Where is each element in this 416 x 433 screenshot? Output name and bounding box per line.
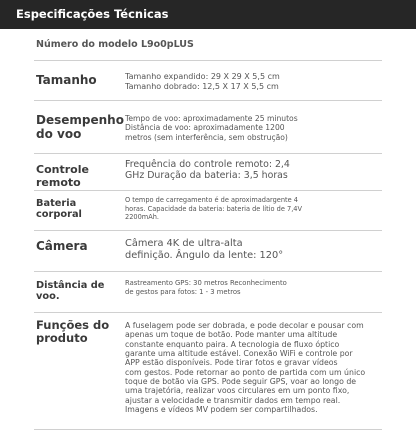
spec-label: Tamanho <box>36 73 97 87</box>
spec-value: Tamanho expandido: 29 X 29 X 5,5 cm Tamanho dobrado: 12,5 X 17 X 5,5 cm <box>125 72 280 91</box>
spec-value: Frequência do controle remoto: 2,4 GHz Duração da bateria: 3,5 horas <box>125 159 290 182</box>
spec-label: Distância de voo. <box>36 280 105 303</box>
spec-value: Tempo de voo: aproximadamente 25 minutos Distância de voo: aproximadamente 1200 metros (sem interferência, sem obstrução) <box>125 114 298 142</box>
section-header <box>0 0 416 29</box>
spec-sheet <box>0 29 416 433</box>
spec-row-battery <box>34 190 382 230</box>
spec-label: Controle remoto <box>36 163 89 189</box>
spec-row-flight-performance <box>34 100 382 153</box>
model-number: Número do modelo L9o0pLUS <box>36 39 194 50</box>
spec-label: Câmera <box>36 239 88 253</box>
spec-value: Câmera 4K de ultra-alta definição. Ângulo da lente: 120° <box>125 238 284 262</box>
spec-row-product-functions <box>34 312 382 426</box>
spec-label: Funções do produto <box>36 318 110 346</box>
spec-row-camera <box>34 230 382 271</box>
spec-row-remote-control <box>34 153 382 190</box>
spec-row-size <box>34 60 382 100</box>
spec-value: O tempo de carregamento é de aproximadargente 4 horas. Capacidade da bateria: bateria de lítio de 7,4V 2200mAh. <box>125 196 303 222</box>
spec-label: Bateria corporal <box>36 198 82 221</box>
spec-value: Rastreamento GPS: 30 metros Reconhecimento de gestos para fotos: 1 - 3 metros <box>125 279 287 296</box>
spec-label: Desempenho do voo <box>36 113 124 141</box>
spec-value: A fuselagem pode ser dobrada, e pode decolar e pousar com apenas um toque de botão. Pode manter uma altitude constante enquanto paira. A tecnologia de fluxo óptico garante uma altitude estável. Conexão WiFi e controle por APP estão disponíveis. Pode tirar fotos e gravar vídeos com gestos. Pode retornar ao ponto de partida com um único toque de botão via GPS. Pode seguir GPS, voar ao longo de uma trajetória, realizar voos circulares em um ponto fixo, ajustar a velocidade e transmitir dados em tempo real. Imagens e vídeos MV podem ser compartilhados. <box>125 321 366 415</box>
bottom-divider <box>34 429 382 430</box>
spec-row-flight-distance <box>34 271 382 312</box>
section-title: Especificações Técnicas <box>16 7 169 21</box>
